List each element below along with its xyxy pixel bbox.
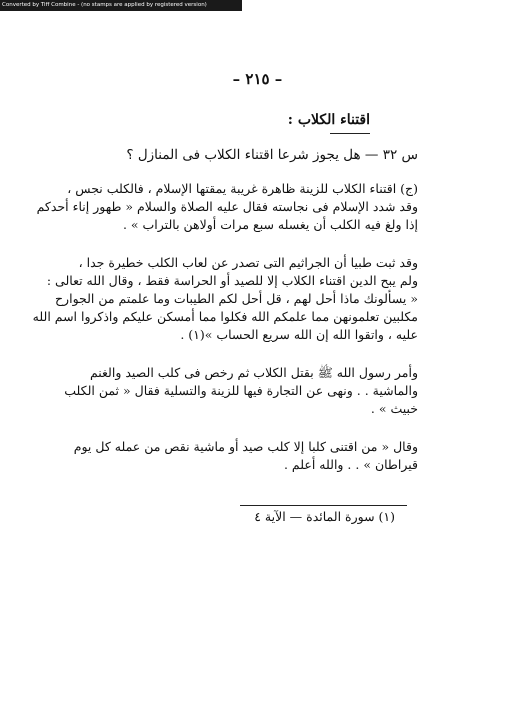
answer-line: (ج) اقتناء الكلاب للزينة ظاهرة غريبة يمقتها الإسلام ، فالكلب نجس ،: [67, 181, 418, 196]
paragraph-line: مكلبين تعلمونهن مما علمكم الله فكلوا مما أمسكن عليكم واذكروا اسم الله: [32, 309, 418, 324]
paragraph-line: وقد ثبت طبيا أن الجراثيم التى تصدر عن لعاب الكلب خطيرة جدا ،: [78, 255, 418, 270]
footnote: (١) سورة المائدة — الآية ٤: [254, 509, 395, 524]
paragraph-line: والماشية . . ونهى عن التجارة فيها للزينة والتسلية فقال « ثمن الكلب: [64, 383, 418, 398]
converter-banner: Converted by Tiff Combine - (no stamps are applied by registered version): [0, 0, 242, 11]
question-line: س ٣٢ — هل يجوز شرعا اقتناء الكلاب فى المنازل ؟: [126, 147, 418, 163]
answer-line: إذا ولغ فيه الكلب أن يغسله سبع مرات أولاهن بالتراب » .: [122, 217, 418, 232]
answer-line: وقد شدد الإسلام فى نجاسته فقال عليه الصلاة والسلام « طهور إناء أحدكم: [36, 199, 418, 214]
paragraph-line: عليه ، واتقوا الله إن الله سريع الحساب »(١) .: [180, 327, 418, 342]
footnote-rule: [240, 505, 407, 506]
section-heading: اقتناء الكلاب :: [287, 112, 370, 128]
paragraph-line: خبيث » .: [370, 401, 418, 416]
paragraph-line: « يسألونك ماذا أحل لهم ، قل أحل لكم الطيبات وما علمتم من الجوارح: [54, 291, 418, 306]
paragraph-line: وقال « من اقتنى كلبا إلا كلب صيد أو ماشية نقص من عمله كل يوم: [73, 439, 418, 454]
paragraph-line: وأمر رسول الله ﷺ بقتل الكلاب ثم رخص فى كلب الصيد والغنم: [89, 365, 418, 380]
paragraph-line: قيراطان » . . والله أعلم .: [283, 457, 418, 472]
page-number: – ٢١٥ –: [232, 70, 283, 88]
heading-underline: [330, 133, 370, 134]
paragraph-line: ولم يبح الدين اقتناء الكلاب إلا للصيد أو الحراسة فقط ، وقال الله تعالى :: [46, 273, 418, 288]
